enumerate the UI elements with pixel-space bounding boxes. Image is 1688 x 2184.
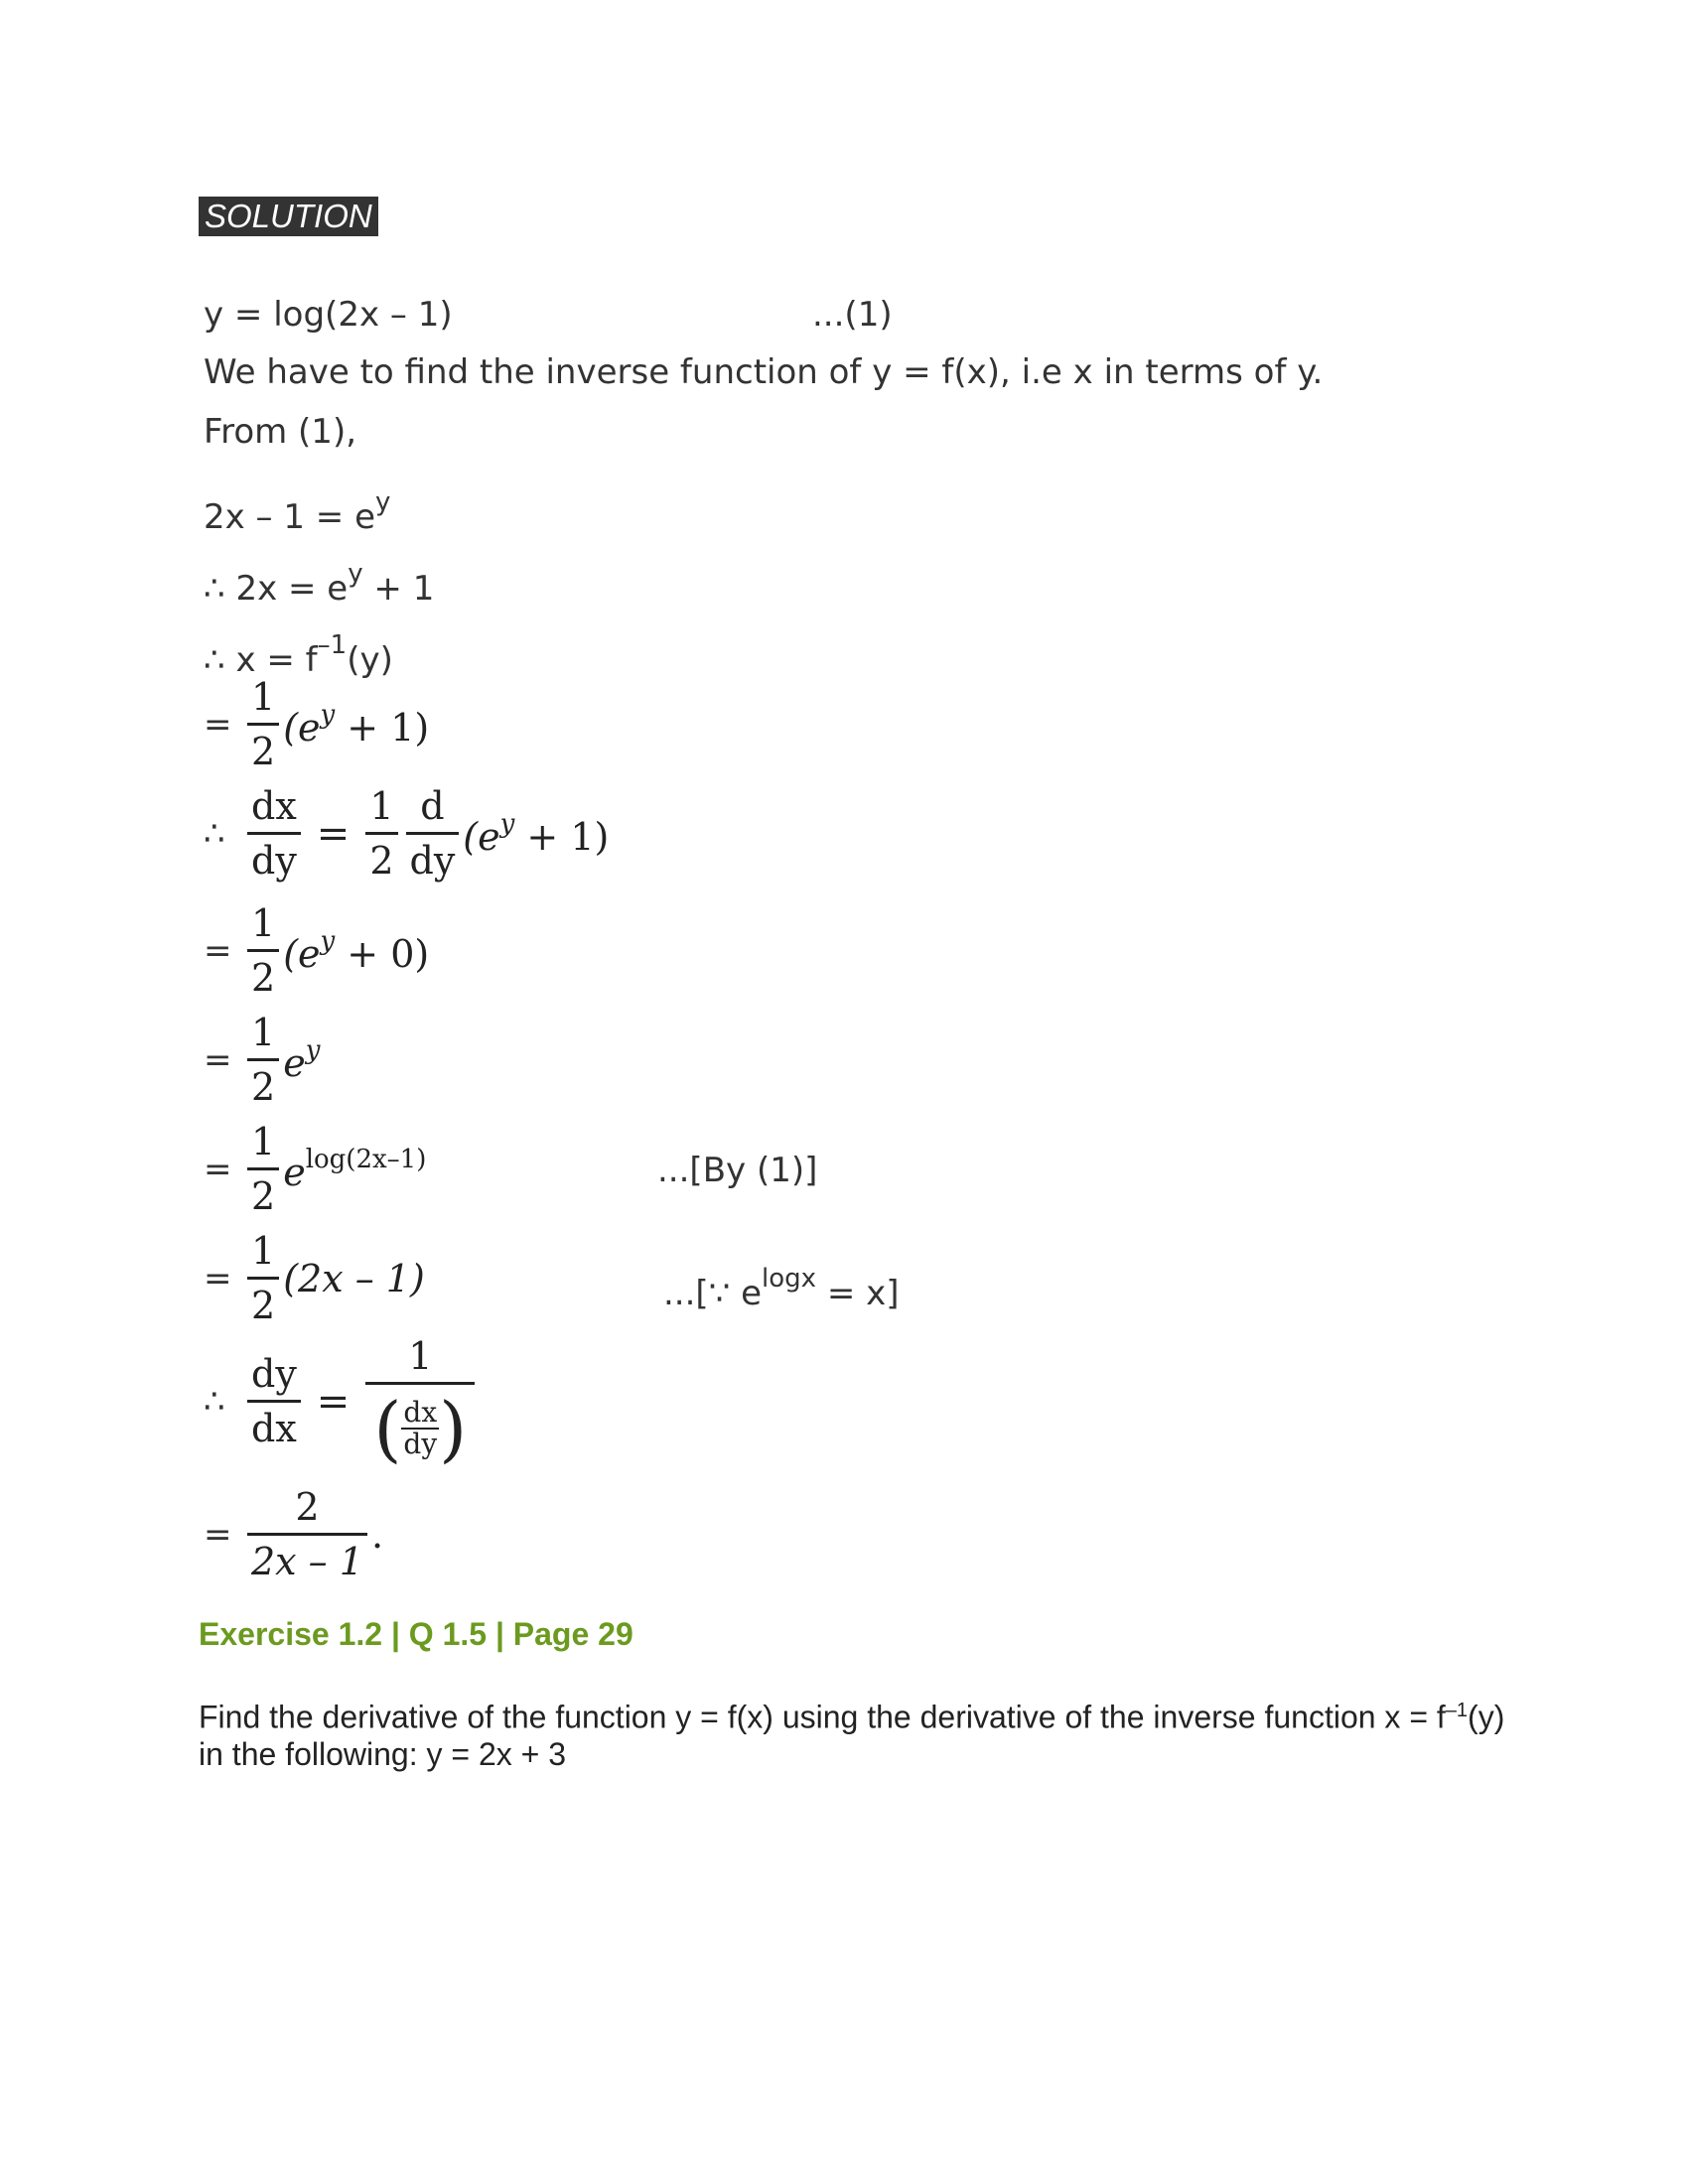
question-text: Find the derivative of the function y = f(x) using the derivative of the inverse function $x = f^{-1}(y)$ in the following: y = 2x + 3 xyxy=(199,1699,1505,1772)
from-line: From (1), xyxy=(204,412,357,452)
fraction: $\frac{dy}{dx}$ xyxy=(247,1348,301,1454)
fraction: $\frac{2}{2x - 1}$ xyxy=(247,1481,367,1587)
fraction: $\frac{d}{dy}$ xyxy=(406,780,460,887)
equation-tag-by-1: ...[By (1)] xyxy=(657,1151,818,1190)
math-step-6: = $\frac{1}{2}$ (2x – 1) xyxy=(204,1225,425,1331)
equation-line-3: ∴ $2x = e^y + 1$ xyxy=(204,559,435,609)
math-step-5: = $\frac{1}{2}$ $e^{log(2x-1)}$ xyxy=(204,1116,426,1222)
explanation-line: We have to find the inverse function of y = f(x), i.e x in terms of y. xyxy=(204,352,1324,392)
fraction: $\frac{1}{2}$ xyxy=(247,897,279,1004)
math-step-3: = $\frac{1}{2}$ $(e^y + 0)$ xyxy=(204,897,429,1004)
fraction: $\frac{1}{2}$ xyxy=(247,671,279,777)
inner-fraction: $\frac{dx}{dy}$ xyxy=(403,1396,438,1460)
fraction: $\frac{dx}{dy}$ xyxy=(247,780,301,887)
math-step-2: ∴ $\frac{dx}{dy}$ = $\frac{1}{2}$ $\frac{d}{dy}$ $(e^y + 1)$ xyxy=(204,780,609,887)
equation-tag-1: ...(1) xyxy=(812,295,893,335)
exercise-heading-link[interactable]: Exercise 1.2 | Q 1.5 | Page 29 xyxy=(199,1616,633,1652)
equation-line-1: y = log(2x – 1) xyxy=(204,295,453,335)
fraction: $\frac{1}{2}$ xyxy=(247,1116,279,1222)
math-step-4: = $\frac{1}{2}$ $e^y$ xyxy=(204,1007,320,1113)
math-step-1: = $\frac{1}{2}$ $(e^y + 1)$ xyxy=(204,671,429,777)
solution-badge: SOLUTION xyxy=(199,197,378,236)
math-step-7: ∴ $\frac{dy}{dx}$ = 1 ( $\frac{dx}{dy}$ ) xyxy=(204,1330,479,1472)
equation-line-2: $2x - 1 = e^y$ xyxy=(204,487,391,537)
fraction: $\frac{1}{2}$ xyxy=(365,780,397,887)
equation-line-4: ∴ $x = f^{-1}(y)$ xyxy=(204,630,393,680)
math-step-8: = $\frac{2}{2x - 1}$ . xyxy=(204,1481,383,1587)
fraction: $\frac{1}{2}$ xyxy=(247,1225,279,1331)
fraction: $\frac{1}{2}$ xyxy=(247,1007,279,1113)
equation-tag-log-identity: ...[∵ $e^{logx} = x$] xyxy=(663,1264,900,1313)
fraction: 1 ( $\frac{dx}{dy}$ ) xyxy=(365,1330,475,1472)
